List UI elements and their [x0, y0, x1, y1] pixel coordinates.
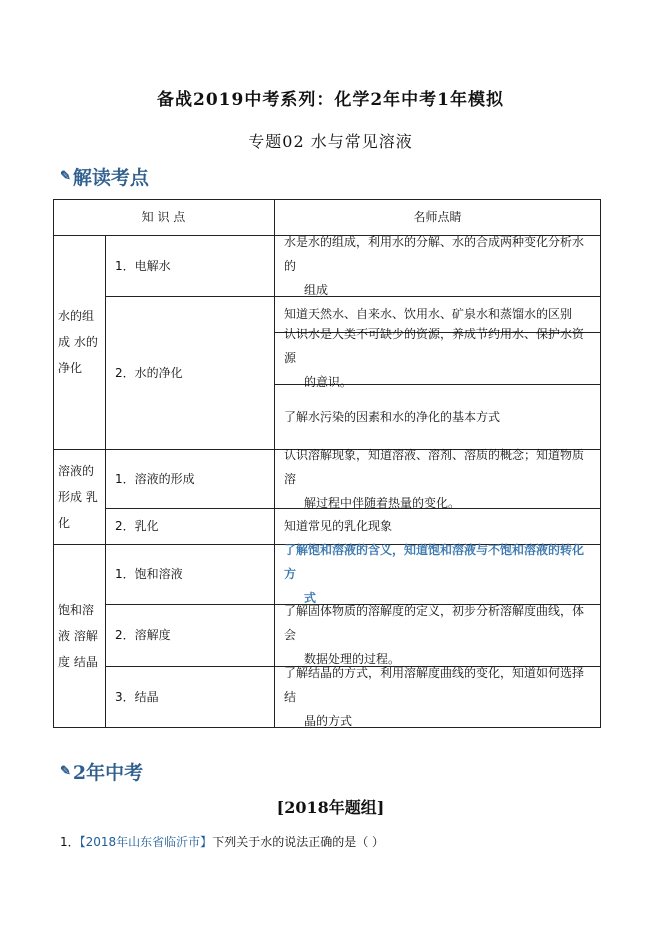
- section-label: 解读考点: [72, 167, 149, 189]
- tip-cell: 了解水污染的因素和水的净化的基本方式: [284, 409, 501, 424]
- pencil-icon: ✎: [60, 169, 71, 184]
- column-header-knowledge: 知 识 点: [141, 210, 186, 224]
- section-heading-exams: [60, 758, 143, 785]
- column-header-tips: 名师点睛: [413, 210, 462, 224]
- section-label: 2年中考: [72, 762, 144, 784]
- document-title: 备战2019中考系列：化学2年中考1年模拟: [157, 90, 504, 110]
- tip-cell: 认识溶解现象，知道溶液、溶剂、溶质的概念；知道物质溶 解过程中伴随着热量的变化。: [284, 447, 585, 510]
- tip-cell: 知道天然水、自来水、饮用水、矿泉水和蒸馏水的区别: [284, 307, 573, 321]
- tip-cell: 了解结晶的方式，利用溶解度曲线的变化，知道如何选择结 晶的方式: [284, 665, 585, 728]
- subtopic-cell: 2．乳化: [115, 519, 159, 533]
- subtopic-cell: 1．电解水: [115, 258, 171, 273]
- section-heading-analysis: [60, 163, 149, 190]
- knowledge-table: [53, 199, 601, 728]
- pencil-icon: ✎: [60, 764, 71, 779]
- topic-cell: 溶液的形成 乳化: [58, 463, 98, 530]
- subtopic-cell: 2．溶解度: [115, 628, 171, 642]
- tip-cell: 了解固体物质的溶解度的定义，初步分析溶解度曲线，体会 数据处理的过程。: [284, 604, 585, 666]
- subtopic-cell: 3．结晶: [115, 689, 159, 704]
- topic-cell: 饱和溶液 溶解度 结晶: [58, 602, 98, 669]
- tip-cell: 知道常见的乳化现象: [284, 519, 393, 533]
- subtopic-cell: 2．水的净化: [115, 365, 183, 380]
- year-group-heading: [2018年题组]: [276, 798, 385, 817]
- subtopic-cell: 1．饱和溶液: [115, 567, 183, 581]
- tip-cell: 认识水是人类不可缺少的资源，养成节约用水、保护水资源 的意识。: [284, 327, 585, 389]
- question-item: [60, 833, 384, 850]
- topic-cell: 水的组成 水的净化: [58, 309, 98, 375]
- tip-cell: 水是水的组成，利用水的分解、水的合成两种变化分析水的 组成: [284, 234, 585, 297]
- subtopic-cell: 1．溶液的形成: [115, 471, 195, 486]
- tip-cell-highlighted: 了解饱和溶液的含义，知道饱和溶液与不饱和溶液的转化方 式: [284, 543, 585, 605]
- question-text: 下列关于水的说法正确的是（ ）: [212, 835, 385, 849]
- question-number: 1．: [60, 835, 80, 849]
- question-source: 【2018年山东省临沂市】: [79, 835, 213, 849]
- document-subtitle: 专题02 水与常见溶液: [248, 132, 413, 151]
